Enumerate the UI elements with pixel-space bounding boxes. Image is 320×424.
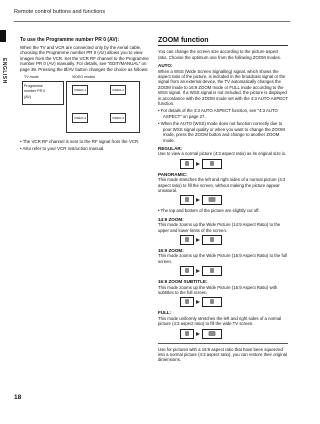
section-title: ZOOM function <box>158 38 288 46</box>
left-bullet: • The VCR RF channel is sent to the RF signal from the VCR. <box>20 138 140 144</box>
running-header: Remote control buttons and functions <box>14 9 106 15</box>
section-heading: To use the Programme number PR 0 (AV): <box>20 37 119 43</box>
header-rule <box>14 21 290 22</box>
subtitle-body: This mode zooms up the Wide Picture (16:9 Aspect Ratio) with subtitles to the full screen. <box>158 284 278 295</box>
zoom149-body: This mode zooms up the Wide Picture (14:9 Aspect Ratio) to the upper and lower limits of the screen. <box>158 222 281 233</box>
side-tab-marker <box>0 30 6 42</box>
panoramic-body: This mode stretches the left and right sides of a normal picture (4:3 aspect ratio) to fill the screen, without making the picture appear unnatural. <box>158 177 286 193</box>
tv-mode-label: TV mode <box>24 74 39 79</box>
auto-bullet: • When the AUTO (WSS) mode does not function correctly due to poor WSS signal quality or when you want to change the ZOOM mode, press the ZOOM button and change to another ZOOM mode. <box>158 121 285 143</box>
pr-label: Programme number PR 0 (AV) <box>24 83 46 99</box>
right-column <box>158 38 288 363</box>
zoom149-illustration <box>180 235 288 245</box>
zoom-note: Use for pictures with a 16:9 aspect ratio that have been squeezed into a normal picture (4:3 aspect ratio), you can restore their original dimensions. <box>158 343 288 363</box>
side-tab-label: ENGLISH <box>1 58 7 84</box>
subtitle-illustration <box>180 297 288 307</box>
section-body: When the TV and VCR are connected only by the Aerial cable, choosing the Programme number PR 0 (AV) allows you to view images from the VCR. Set the VCR RF channel to the Programme number PR 0 (AV) manually. For details, see "EDIT/MANUAL" on page 39. Pressing the Ø/AV button changes the choice as follows: <box>20 44 149 72</box>
page-number: 18 <box>14 394 22 401</box>
left-bullet: • Also refer to your VCR instruction manual. <box>20 146 105 152</box>
full-illustration <box>180 329 288 339</box>
regular-illustration <box>180 159 288 169</box>
video-3-box: VIDEO-3 <box>72 113 88 123</box>
full-heading: FULL: <box>158 310 172 316</box>
zoom169-heading: 16:9 ZOOM: <box>158 247 184 253</box>
zoom169-illustration <box>180 266 288 276</box>
zoom149-heading: 14:9 ZOOM: <box>158 216 184 222</box>
regular-body: Use to view a normal picture (4:3 aspect ratio) as its original size is. <box>158 151 287 157</box>
video-1-box: VIDEO-1 <box>72 85 88 95</box>
auto-body: When a WSS (Wide Screen Signalling) signal, which shows the aspect ratio of the picture, is included in the broadcast signal or the signal from an external device, the TV automatically changes the ZOOM mode to 16:9 ZOOM mode or FULL mode according to the WSS signal. If a WSS signal is not included, the picture is displayed in accordance with the ZOOM mode set with the 4:3 AUTO ASPECT function. <box>158 68 288 107</box>
auto-heading: AUTO: <box>158 63 173 69</box>
zoom169-body: This mode zooms up the Wide Picture (16:9 Aspect Ratio) to the full screen. <box>158 253 287 264</box>
subtitle-heading: 16:9 ZOOM SUBTITLE: <box>158 279 208 285</box>
full-body: This mode uniformly stretches the left and right sides of a normal picture (4:3 aspect ratio) to fill the wide TV screen. <box>158 315 282 327</box>
panoramic-note: • The top and bottom of the picture are slightly cut off. <box>158 208 260 214</box>
left-column <box>20 38 150 154</box>
auto-bullet: • For details of the 4:3 AUTO ASPECT function, see "4:3 AUTO ASPECT" on page 27. <box>158 108 278 119</box>
panoramic-heading: PANORAMIC: <box>158 171 188 177</box>
video-2-box: VIDEO-2 <box>110 85 126 95</box>
video-modes-label: VIDEO modes <box>72 74 95 79</box>
panoramic-illustration <box>180 195 288 205</box>
video-4-box: VIDEO-4 <box>110 113 126 123</box>
regular-heading: REGULAR: <box>158 145 183 151</box>
av-cycle-diagram <box>20 75 140 133</box>
zoom-intro: You can change the screen size according to the picture aspect ratio. Choose the optimum one from the following ZOOM modes. <box>158 49 281 60</box>
